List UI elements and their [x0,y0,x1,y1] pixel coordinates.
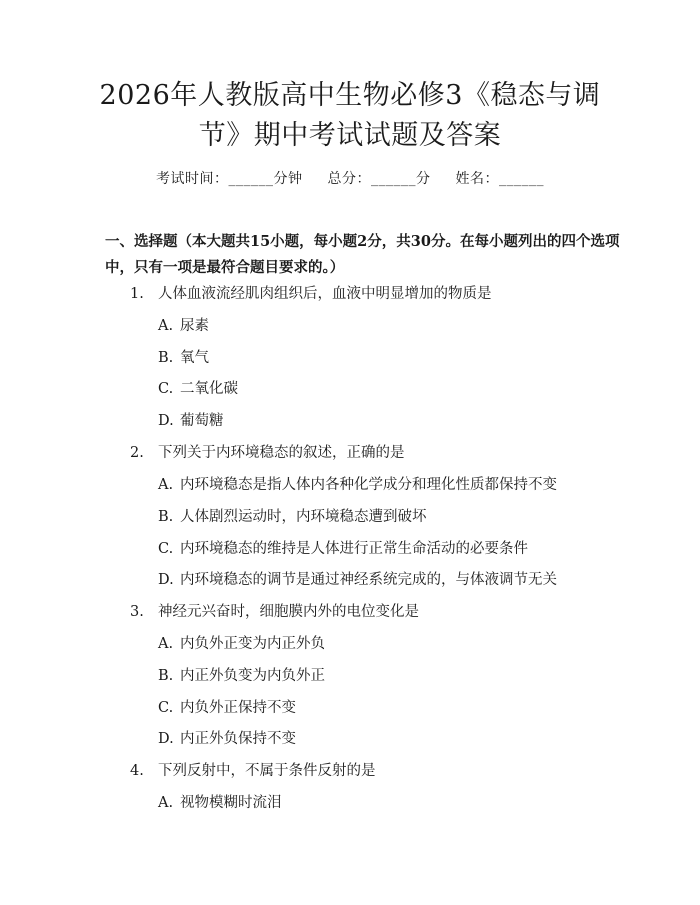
question-number: 2. [130,445,144,461]
question-number: 3. [130,604,144,620]
exam-meta [0,168,700,188]
option-letter: A. [158,636,174,652]
option-text: 尿素 [180,318,209,334]
option-letter: A. [158,477,174,493]
question-2-option-d [158,568,557,589]
option-text: 氧气 [180,350,209,366]
question-3 [130,600,419,621]
option-letter: B. [158,350,174,366]
question-2-option-b [158,505,427,526]
option-letter: A. [158,318,174,334]
option-text: 视物模糊时流泪 [180,795,282,811]
question-1-option-d [158,409,224,430]
option-text: 内负外正保持不变 [180,700,296,716]
option-text: 内环境稳态的调节是通过神经系统完成的，与体液调节无关 [180,572,557,588]
option-text: 葡萄糖 [180,413,224,429]
question-4 [130,759,376,780]
option-letter: D. [158,413,174,429]
question-4-option-a [158,791,282,812]
exam-time: 考试时间：______分钟 [156,171,303,187]
question-3-option-c [158,696,296,717]
question-2-option-c [158,537,528,558]
option-letter: A. [158,795,174,811]
student-name: 姓名：______ [455,171,544,187]
option-letter: C. [158,700,174,716]
question-text: 下列反射中，不属于条件反射的是 [158,763,376,779]
question-number: 1. [130,286,144,302]
question-1 [130,282,492,303]
option-letter: C. [158,541,174,557]
question-3-option-a [158,632,325,653]
option-letter: B. [158,668,174,684]
option-text: 内环境稳态的维持是人体进行正常生命活动的必要条件 [180,541,528,557]
option-letter: B. [158,509,174,525]
question-1-option-b [158,346,209,367]
question-1-option-c [158,377,238,398]
option-letter: C. [158,381,174,397]
total-score: 总分：______分 [327,171,431,187]
section-heading: 一、选择题（本大题共15小题，每小题2分，共30分。在每小题列出的四个选项中，只有一项是最符合题目要求的。） [105,233,620,276]
option-text: 二氧化碳 [180,381,238,397]
title-line-1: 2026年人教版高中生物必修3《稳态与调 [99,80,601,111]
option-letter: D. [158,572,174,588]
question-2-option-a [158,473,557,494]
question-2 [130,441,405,462]
question-text: 人体血液流经肌肉组织后，血液中明显增加的物质是 [158,286,492,302]
question-number: 4. [130,763,144,779]
question-3-option-d [158,727,296,748]
title-line-2: 节》期中考试试题及答案 [198,120,502,151]
question-3-option-b [158,664,325,685]
option-text: 内负外正变为内正外负 [180,636,325,652]
option-text: 人体剧烈运动时，内环境稳态遭到破坏 [180,509,427,525]
question-text: 下列关于内环境稳态的叙述，正确的是 [158,445,405,461]
question-text: 神经元兴奋时，细胞膜内外的电位变化是 [158,604,419,620]
option-text: 内正外负保持不变 [180,731,296,747]
question-1-option-a [158,314,209,335]
option-text: 内正外负变为内负外正 [180,668,325,684]
option-text: 内环境稳态是指人体内各种化学成分和理化性质都保持不变 [180,477,557,493]
document-title [60,76,640,156]
option-letter: D. [158,731,174,747]
